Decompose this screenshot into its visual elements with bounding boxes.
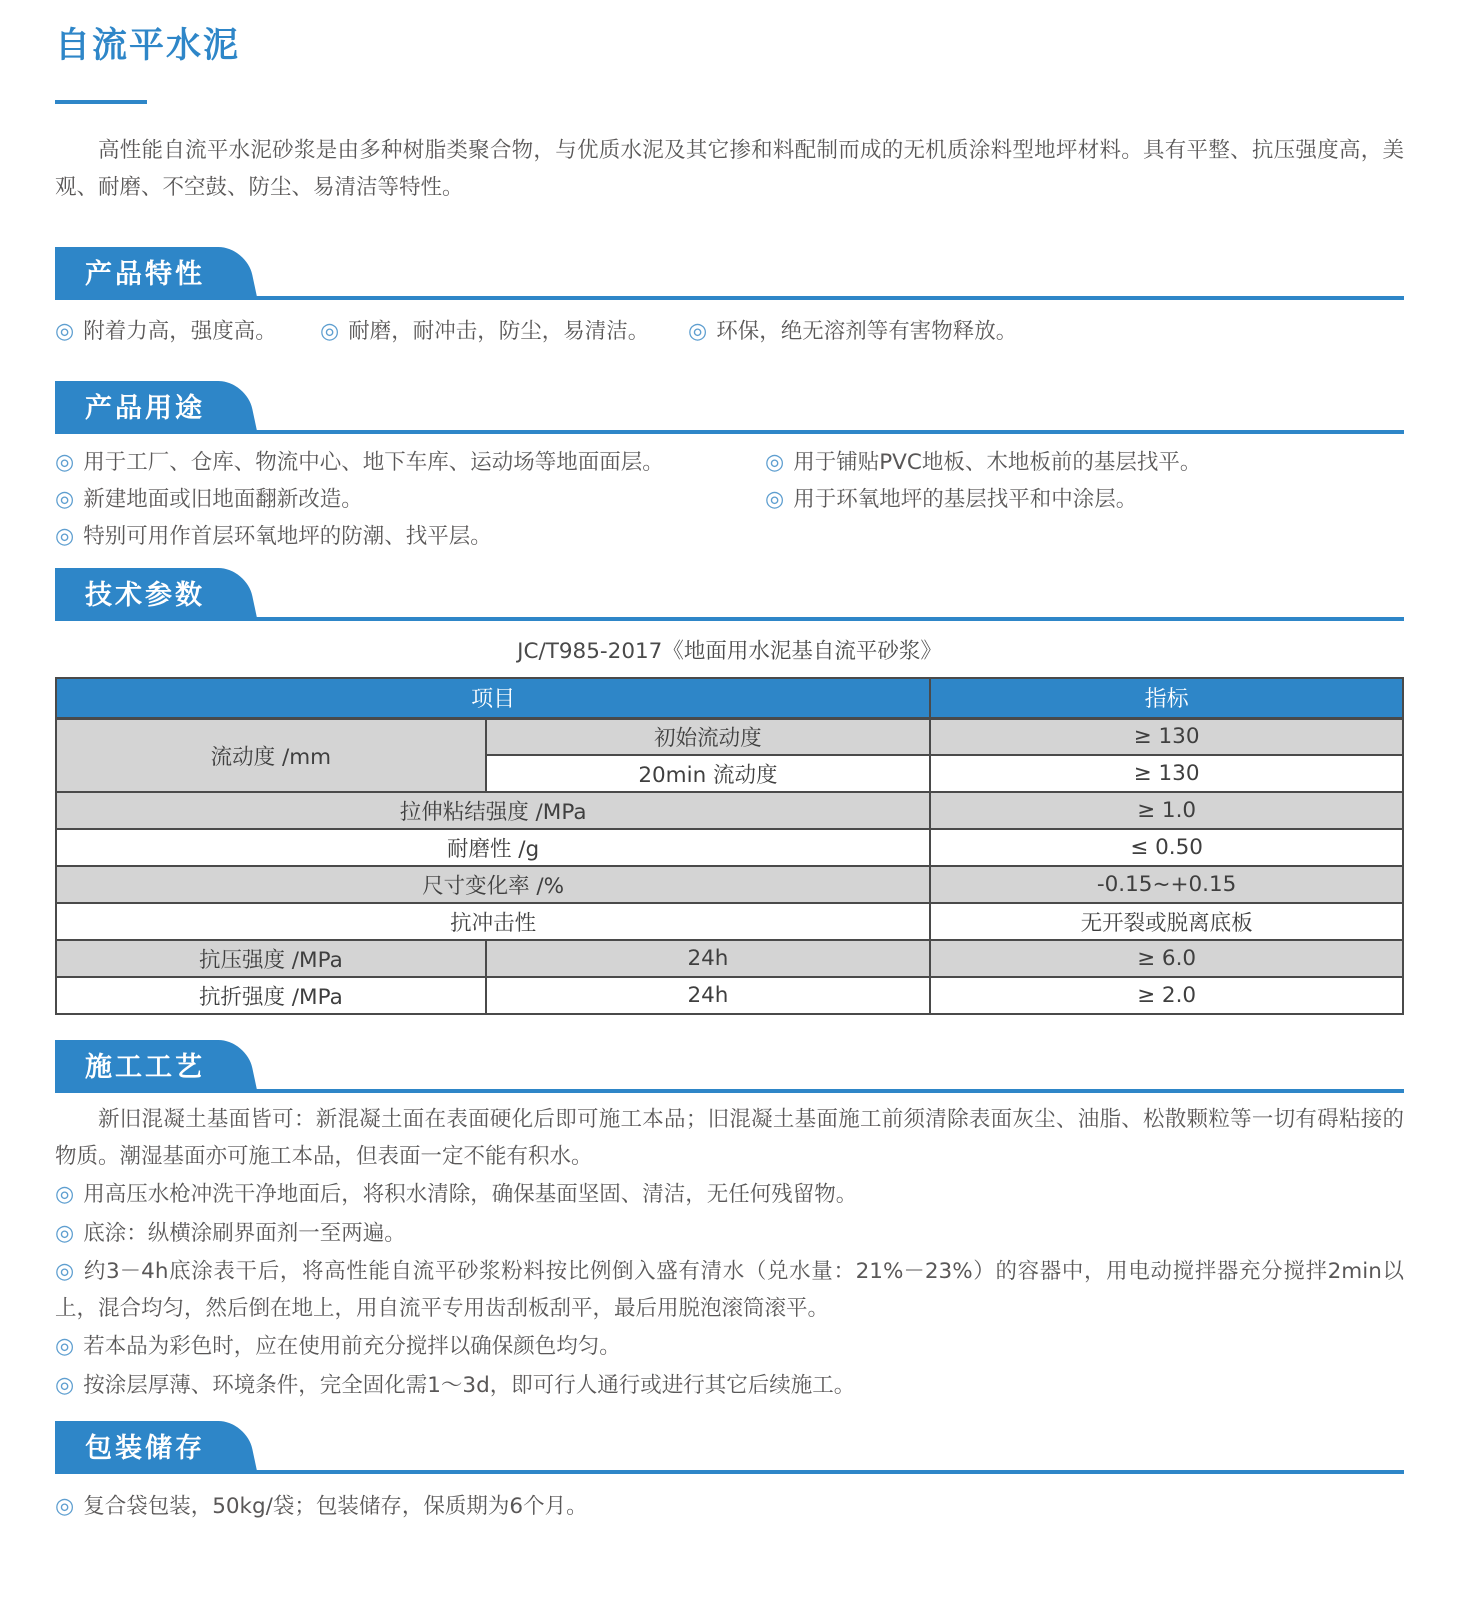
bullseye-bullet-icon: ◎ bbox=[55, 450, 75, 475]
cell-flexural-label: 抗折强度 /MPa bbox=[56, 977, 486, 1014]
table-row bbox=[56, 829, 1403, 866]
bullseye-bullet-icon: ◎ bbox=[55, 1182, 75, 1207]
bullseye-bullet-icon: ◎ bbox=[765, 450, 785, 475]
table-header-row bbox=[56, 678, 1403, 718]
list-item bbox=[55, 444, 765, 481]
list-item bbox=[55, 313, 320, 350]
feature-text: 耐磨，耐冲击，防尘，易清洁。 bbox=[348, 319, 650, 344]
use-text: 用于铺贴PVC地板、木地板前的基层找平。 bbox=[793, 450, 1202, 475]
list-item bbox=[55, 1177, 1404, 1214]
cell-impact-label: 抗冲击性 bbox=[56, 903, 930, 940]
section-uses bbox=[55, 380, 1404, 555]
parameters-table bbox=[55, 677, 1404, 1015]
section-title-parameters: 技术参数 bbox=[85, 580, 205, 611]
section-tab-process bbox=[55, 1040, 239, 1093]
section-tab-features bbox=[55, 247, 239, 300]
section-header-parameters bbox=[55, 567, 1404, 621]
process-list bbox=[55, 1177, 1404, 1404]
bullseye-bullet-icon: ◎ bbox=[55, 1334, 75, 1359]
bullseye-bullet-icon: ◎ bbox=[55, 1494, 75, 1519]
use-text: 特别可用作首层环氧地坪的防潮、找平层。 bbox=[83, 524, 492, 549]
section-title-packaging: 包装储存 bbox=[85, 1433, 205, 1464]
process-step-text: 用高压水枪冲洗干净地面后，将积水清除，确保基面坚固、清洁，无任何残留物。 bbox=[83, 1182, 858, 1207]
list-item bbox=[55, 1216, 1404, 1253]
section-header-uses bbox=[55, 380, 1404, 434]
column-header-index: 指标 bbox=[930, 678, 1403, 718]
section-title-process: 施工工艺 bbox=[85, 1052, 205, 1083]
section-header-features bbox=[55, 246, 1404, 300]
table-row bbox=[56, 866, 1403, 903]
list-item bbox=[765, 481, 1404, 518]
title-underline bbox=[55, 100, 147, 104]
bullseye-bullet-icon: ◎ bbox=[55, 1259, 75, 1284]
cell-compressive-value: ≥ 6.0 bbox=[930, 940, 1403, 977]
table-row bbox=[56, 903, 1403, 940]
section-header-packaging bbox=[55, 1420, 1404, 1474]
cell-compressive-time: 24h bbox=[486, 940, 931, 977]
list-item bbox=[55, 1254, 1404, 1327]
section-process bbox=[55, 1039, 1404, 1404]
bullseye-bullet-icon: ◎ bbox=[55, 1220, 75, 1246]
list-item bbox=[55, 481, 765, 518]
list-item bbox=[55, 518, 765, 555]
process-step-text: 若本品为彩色时，应在使用前充分搅拌以确保颜色均匀。 bbox=[83, 1334, 621, 1359]
process-step-text: 按涂层厚薄、环境条件，完全固化需1～3d，即可行人通行或进行其它后续施工。 bbox=[83, 1372, 856, 1398]
table-row bbox=[56, 792, 1403, 829]
section-tab-packaging bbox=[55, 1421, 239, 1474]
table-row bbox=[56, 940, 1403, 977]
list-item bbox=[55, 1329, 1404, 1366]
section-title-features: 产品特性 bbox=[85, 259, 205, 290]
cell-dimension-label: 尺寸变化率 /% bbox=[56, 866, 930, 903]
cell-tensile-label: 拉伸粘结强度 /MPa bbox=[56, 792, 930, 829]
packaging-text: 复合袋包装，50kg/袋；包装储存，保质期为6个月。 bbox=[83, 1494, 588, 1519]
feature-text: 附着力高，强度高。 bbox=[83, 319, 277, 344]
section-parameters bbox=[55, 567, 1404, 1015]
grid-spacer bbox=[765, 518, 1404, 555]
bullseye-bullet-icon: ◎ bbox=[55, 524, 75, 549]
section-tab-uses bbox=[55, 381, 239, 434]
section-tab-parameters bbox=[55, 568, 239, 621]
uses-list bbox=[55, 444, 1404, 555]
bullseye-bullet-icon: ◎ bbox=[55, 319, 75, 344]
process-step-text: 底涂：纵横涂刷界面剂一至两遍。 bbox=[83, 1220, 406, 1246]
list-item bbox=[765, 444, 1404, 481]
cell-tensile-value: ≥ 1.0 bbox=[930, 792, 1403, 829]
process-intro: 新旧混凝土基面皆可：新混凝土面在表面硬化后即可施工本品；旧混凝土基面施工前须清除表面灰尘、油脂、松散颗粒等一切有碍粘接的物质。潮湿基面亦可施工本品，但表面一定不能有积水。 bbox=[55, 1107, 1404, 1169]
packaging-list bbox=[55, 1488, 1404, 1525]
list-item bbox=[55, 1488, 1404, 1525]
cell-flexural-value: ≥ 2.0 bbox=[930, 977, 1403, 1014]
section-packaging bbox=[55, 1420, 1404, 1525]
bullseye-bullet-icon: ◎ bbox=[320, 319, 340, 344]
intro-paragraph: 高性能自流平水泥砂浆是由多种树脂类聚合物，与优质水泥及其它掺和料配制而成的无机质涂料型地坪材料。具有平整、抗压强度高，美观、耐磨、不空鼓、防尘、易清洁等特性。 bbox=[55, 138, 1404, 200]
feature-text: 环保，绝无溶剂等有害物释放。 bbox=[716, 319, 1018, 344]
standard-reference: JC/T985-2017《地面用水泥基自流平砂浆》 bbox=[517, 639, 942, 664]
cell-flow-initial: 初始流动度 bbox=[486, 718, 931, 755]
process-step-text: 约3－4h底涂表干后，将高性能自流平砂浆粉料按比例倒入盛有清水（兑水量：21%－23%）的容器中，用电动搅拌器充分搅拌2min以上，混合均匀，然后倒在地上，用自流平专用齿刮板刮平，最后用脱泡滚筒滚平。 bbox=[55, 1259, 1404, 1321]
bullseye-bullet-icon: ◎ bbox=[688, 319, 708, 344]
bullseye-bullet-icon: ◎ bbox=[55, 487, 75, 512]
cell-flow-20min-value: ≥ 130 bbox=[930, 755, 1403, 792]
cell-impact-value: 无开裂或脱离底板 bbox=[930, 903, 1403, 940]
bullseye-bullet-icon: ◎ bbox=[765, 487, 785, 512]
use-text: 新建地面或旧地面翻新改造。 bbox=[83, 487, 363, 512]
cell-flow-20min: 20min 流动度 bbox=[486, 755, 931, 792]
section-header-process bbox=[55, 1039, 1404, 1093]
section-features bbox=[55, 246, 1404, 350]
bullseye-bullet-icon: ◎ bbox=[55, 1372, 75, 1398]
use-text: 用于工厂、仓库、物流中心、地下车库、运动场等地面面层。 bbox=[83, 450, 664, 475]
cell-flow-label: 流动度 /mm bbox=[56, 718, 486, 792]
section-title-uses: 产品用途 bbox=[85, 393, 205, 424]
list-item bbox=[688, 313, 1017, 350]
use-text: 用于环氧地坪的基层找平和中涂层。 bbox=[793, 487, 1138, 512]
page-title: 自流平水泥 bbox=[55, 26, 241, 66]
cell-wear-value: ≤ 0.50 bbox=[930, 829, 1403, 866]
cell-dimension-value: -0.15~+0.15 bbox=[930, 866, 1403, 903]
column-header-item: 项目 bbox=[56, 678, 930, 718]
cell-compressive-label: 抗压强度 /MPa bbox=[56, 940, 486, 977]
features-list bbox=[55, 313, 1404, 350]
list-item bbox=[320, 313, 688, 350]
table-row bbox=[56, 718, 1403, 755]
list-item bbox=[55, 1368, 1404, 1405]
table-row bbox=[56, 977, 1403, 1014]
cell-wear-label: 耐磨性 /g bbox=[56, 829, 930, 866]
cell-flexural-time: 24h bbox=[486, 977, 931, 1014]
cell-flow-initial-value: ≥ 130 bbox=[930, 718, 1403, 755]
